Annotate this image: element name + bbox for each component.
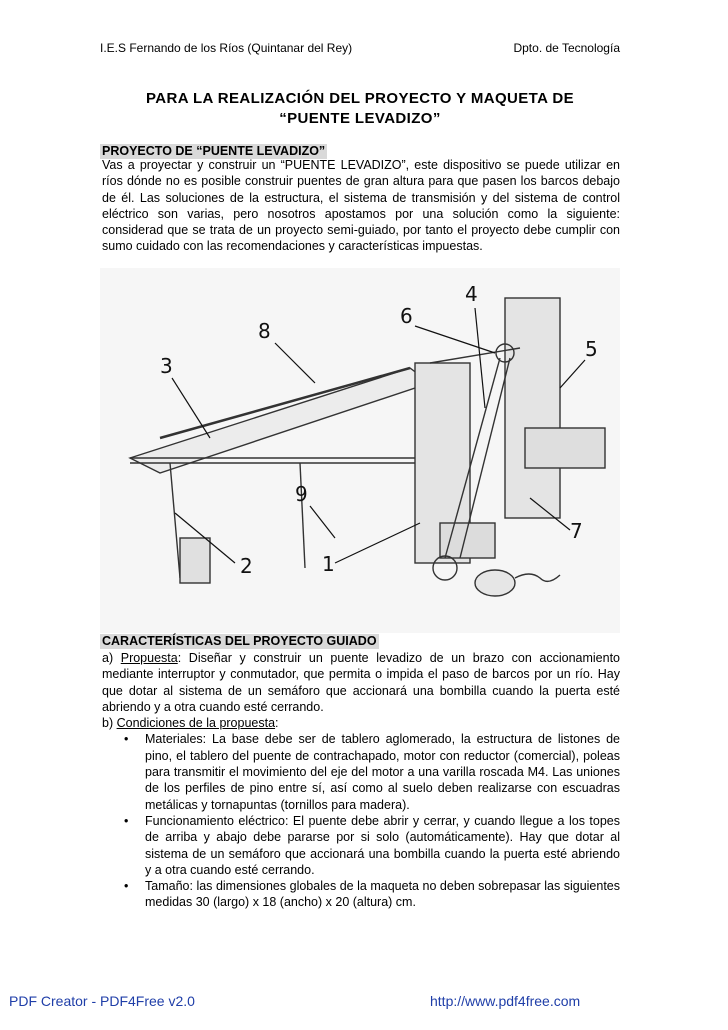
project-description: Vas a proyectar y construir un “PUENTE LEVADIZO”, este dispositivo se puede utilizar en ríos dónde no es posible construir puentes de gran altura para que pasen los barcos debajo de él. Las soluciones de la estructura, el sistema de transmisión y del sistema de control eléctrico son varias, pero nosotros apostamos por una solución como la siguiente: considerad que se trata de un proyecto semi-guiado, por tanto el proyecto debe cumplir con sumo cuidado con las recomendaciones y características impuestas. [102,158,620,254]
bracket [180,538,210,583]
list-item [102,731,620,812]
figure-label-1: 1 [322,552,335,576]
proposal-text: : Diseñar y construir un puente levadizo de un brazo con accionamiento mediante interruptor y conmutador, que permita o impida el paso de barcos por un río. Hay que dotar al sistema de un semáforo que accionará una bombilla cuando la puerta esté abriendo y a otra cuando esté cerrando. [102,651,620,714]
footer-creator: PDF Creator - PDF4Free v2.0 [9,993,195,1009]
condition-materials: Materiales: La base debe ser de tablero aglomerado, la estructura de listones de pino, el tablero del puente de contrachapado, motor con reductor (comercial), poleas para transmitir el movimiento del eje del motor a una varilla roscada M4. Las uniones de los perfiles de pino entre sí, así como al suelo deben realizarse con escuadras metálicas y tornapuntas (tornillos para madera). [145,732,620,812]
proposal-paragraph [102,650,620,715]
bullet-icon: • [124,879,129,894]
conditions-suffix: : [275,716,279,731]
bullet-icon: • [124,813,129,828]
figure-label-6: 6 [400,304,413,328]
figure-label-7: 7 [570,519,583,543]
figure-label-8: 8 [258,319,271,343]
bullet-icon: • [124,732,129,747]
list-item [102,878,620,911]
list-item [102,813,620,878]
figure-label-2: 2 [240,554,253,578]
page-title [100,89,620,129]
section-heading-characteristics: CARACTERÍSTICAS DEL PROYECTO GUIADO [102,634,377,648]
characteristics-body [102,650,620,911]
header-school: I.E.S Fernando de los Ríos (Quintanar del Rey) [100,41,353,55]
bridge-sketch-figure [100,268,620,633]
conditions-list [102,731,620,910]
title-line-2: “PUENTE LEVADIZO” [279,110,441,127]
condition-size: Tamaño: las dimensiones globales de la maqueta no deben sobrepasar las siguientes medidas 30 (largo) x 18 (ancho) x 20 (altura) cm. [145,879,620,910]
section-heading-project: PROYECTO DE “PUENTE LEVADIZO” [102,144,326,158]
footer-link[interactable]: http://www.pdf4free.com [430,993,581,1009]
proposal-label: Propuesta [120,651,178,665]
conditions-prefix: b) [102,716,117,731]
condition-electrical: Funcionamiento eléctrico: El puente debe abrir y cerrar, y cuando llegue a los topes de arriba y abajo debe pararse por si solo (automáticamente). Hay que dotar al sistema de un semáforo que accionará una bombilla cuando la puerta esté abriendo y a otra cuando esté cerrando. [145,813,620,877]
support-box [525,428,605,468]
title-line-1: PARA LA REALIZACIÓN DEL PROYECTO Y MAQUETA DE [145,90,575,107]
motor [475,570,515,596]
figure-label-4: 4 [465,282,478,306]
right-tower [505,298,560,518]
conditions-label: Condiciones de la propuesta [116,716,276,731]
proposal-prefix: a) [102,651,121,665]
figure-label-5: 5 [585,337,598,361]
figure-label-9: 9 [295,482,308,506]
conditions-paragraph [102,715,620,731]
figure-label-3: 3 [160,354,173,378]
header-department: Dpto. de Tecnología [513,41,620,55]
